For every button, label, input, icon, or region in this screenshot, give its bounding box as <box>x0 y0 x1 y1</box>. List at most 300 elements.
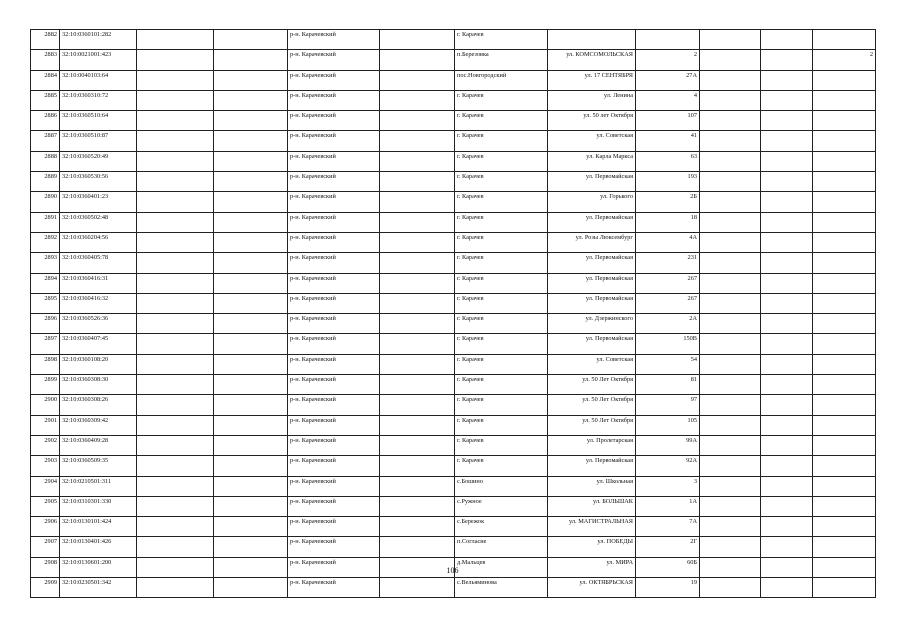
street-cell: ул. 50 Лет Октября <box>548 395 636 415</box>
row-number-cell: 2893 <box>31 253 60 273</box>
empty-col-3-cell <box>137 435 214 455</box>
table-row <box>31 212 876 232</box>
cadastral-number-cell: 32:10:0360530:56 <box>60 172 137 192</box>
table-row <box>31 395 876 415</box>
cadastral-number-cell: 32:10:0360108:20 <box>60 354 137 374</box>
empty-col-4-cell <box>214 232 288 252</box>
settlement-cell: г. Карачев <box>455 192 548 212</box>
empty-col-3-cell <box>137 192 214 212</box>
settlement-cell: г. Карачев <box>455 334 548 354</box>
table-row <box>31 578 876 598</box>
empty-col-4-cell <box>214 435 288 455</box>
empty-col-10-cell <box>700 476 761 496</box>
empty-col-11-cell <box>761 314 813 334</box>
extra-value-cell <box>813 375 876 395</box>
row-number-cell: 2887 <box>31 131 60 151</box>
empty-col-4-cell <box>214 395 288 415</box>
extra-value-cell <box>813 131 876 151</box>
cadastral-number-cell: 32:10:0360310:72 <box>60 90 137 110</box>
empty-col-6-cell <box>380 232 455 252</box>
street-cell: ул. 50 Лет Октября <box>548 375 636 395</box>
house-number-cell: 267 <box>636 273 700 293</box>
empty-col-4-cell <box>214 456 288 476</box>
district-cell: р-н. Карачевский <box>288 151 380 171</box>
district-cell: р-н. Карачевский <box>288 395 380 415</box>
district-cell: р-н. Карачевский <box>288 90 380 110</box>
empty-col-3-cell <box>137 232 214 252</box>
empty-col-3-cell <box>137 415 214 435</box>
empty-col-6-cell <box>380 111 455 131</box>
empty-col-10-cell <box>700 395 761 415</box>
street-cell: ул. Первомайская <box>548 172 636 192</box>
table-row <box>31 314 876 334</box>
district-cell: р-н. Карачевский <box>288 415 380 435</box>
street-cell: ул. Карла Маркса <box>548 151 636 171</box>
row-number-cell: 2889 <box>31 172 60 192</box>
extra-value-cell <box>813 293 876 313</box>
empty-col-6-cell <box>380 435 455 455</box>
cadastral-number-cell: 32:10:0360509:35 <box>60 456 137 476</box>
district-cell: р-н. Карачевский <box>288 293 380 313</box>
district-cell: р-н. Карачевский <box>288 517 380 537</box>
empty-col-4-cell <box>214 50 288 70</box>
empty-col-10-cell <box>700 212 761 232</box>
table-row <box>31 192 876 212</box>
extra-value-cell <box>813 172 876 192</box>
empty-col-3-cell <box>137 578 214 598</box>
empty-col-10-cell <box>700 70 761 90</box>
empty-col-11-cell <box>761 50 813 70</box>
cadastral-number-cell: 32:10:0130601:200 <box>60 557 137 577</box>
empty-col-6-cell <box>380 415 455 435</box>
settlement-cell: г. Карачев <box>455 354 548 374</box>
table-row <box>31 537 876 557</box>
empty-col-10-cell <box>700 192 761 212</box>
empty-col-6-cell <box>380 354 455 374</box>
street-cell: ул. Розы Люксембург <box>548 232 636 252</box>
house-number-cell: 231 <box>636 253 700 273</box>
extra-value-cell <box>813 90 876 110</box>
table-row <box>31 517 876 537</box>
empty-col-10-cell <box>700 496 761 516</box>
empty-col-10-cell <box>700 253 761 273</box>
street-cell: ул. Советская <box>548 131 636 151</box>
extra-value-cell: 2 <box>813 50 876 70</box>
house-number-cell: 2 <box>636 50 700 70</box>
empty-col-11-cell <box>761 415 813 435</box>
settlement-cell: д.Мальцев <box>455 557 548 577</box>
street-cell: ул. МАГИСТРАЛЬНАЯ <box>548 517 636 537</box>
house-number-cell: 193 <box>636 172 700 192</box>
extra-value-cell <box>813 151 876 171</box>
table-row <box>31 253 876 273</box>
cadastral-number-cell: 32:10:0130401:426 <box>60 537 137 557</box>
settlement-cell: г. Карачев <box>455 273 548 293</box>
extra-value-cell <box>813 30 876 50</box>
empty-col-4-cell <box>214 192 288 212</box>
district-cell: р-н. Карачевский <box>288 192 380 212</box>
cadastral-number-cell: 32:10:0360409:28 <box>60 435 137 455</box>
extra-value-cell <box>813 537 876 557</box>
row-number-cell: 2898 <box>31 354 60 374</box>
row-number-cell: 2888 <box>31 151 60 171</box>
settlement-cell: с.Бережок <box>455 517 548 537</box>
house-number-cell: 99А <box>636 435 700 455</box>
empty-col-4-cell <box>214 415 288 435</box>
settlement-cell: п.Согласие <box>455 537 548 557</box>
empty-col-4-cell <box>214 476 288 496</box>
settlement-cell: г. Карачев <box>455 415 548 435</box>
empty-col-6-cell <box>380 131 455 151</box>
empty-col-3-cell <box>137 151 214 171</box>
row-number-cell: 2901 <box>31 415 60 435</box>
empty-col-6-cell <box>380 456 455 476</box>
empty-col-6-cell <box>380 496 455 516</box>
empty-col-11-cell <box>761 354 813 374</box>
cadastral-number-cell: 32:10:0040103:64 <box>60 70 137 90</box>
empty-col-3-cell <box>137 131 214 151</box>
house-number-cell: 4А <box>636 232 700 252</box>
empty-col-11-cell <box>761 334 813 354</box>
row-number-cell: 2903 <box>31 456 60 476</box>
street-cell: ул. БОЛЬШАК <box>548 496 636 516</box>
extra-value-cell <box>813 334 876 354</box>
street-cell: ул. МИРА <box>548 557 636 577</box>
empty-col-6-cell <box>380 273 455 293</box>
empty-col-10-cell <box>700 334 761 354</box>
district-cell: р-н. Карачевский <box>288 50 380 70</box>
cadastral-number-cell: 32:10:0360204:56 <box>60 232 137 252</box>
cadastral-number-cell: 32:10:0360520:49 <box>60 151 137 171</box>
settlement-cell: г. Карачев <box>455 30 548 50</box>
settlement-cell: г. Карачев <box>455 435 548 455</box>
empty-col-4-cell <box>214 334 288 354</box>
empty-col-10-cell <box>700 111 761 131</box>
extra-value-cell <box>813 111 876 131</box>
street-cell: ул. Первомайская <box>548 456 636 476</box>
empty-col-4-cell <box>214 517 288 537</box>
empty-col-3-cell <box>137 517 214 537</box>
empty-col-10-cell <box>700 131 761 151</box>
street-cell: ул. ПОБЕДЫ <box>548 537 636 557</box>
table-row <box>31 30 876 50</box>
empty-col-4-cell <box>214 151 288 171</box>
street-cell: ул. Пролетарская <box>548 435 636 455</box>
empty-col-11-cell <box>761 537 813 557</box>
cadastral-number-cell: 32:10:0230501:342 <box>60 578 137 598</box>
settlement-cell: г. Карачев <box>455 111 548 131</box>
house-number-cell: 2Б <box>636 192 700 212</box>
empty-col-3-cell <box>137 70 214 90</box>
empty-col-3-cell <box>137 476 214 496</box>
extra-value-cell <box>813 253 876 273</box>
extra-value-cell <box>813 415 876 435</box>
table-row <box>31 476 876 496</box>
district-cell: р-н. Карачевский <box>288 111 380 131</box>
extra-value-cell <box>813 395 876 415</box>
settlement-cell: г. Карачев <box>455 456 548 476</box>
cadastral-number-cell: 32:10:0360510:64 <box>60 111 137 131</box>
house-number-cell: 2А <box>636 314 700 334</box>
cadastral-number-cell: 32:10:0360526:36 <box>60 314 137 334</box>
settlement-cell: г. Карачев <box>455 253 548 273</box>
house-number-cell: 4 <box>636 90 700 110</box>
empty-col-11-cell <box>761 151 813 171</box>
empty-col-11-cell <box>761 90 813 110</box>
street-cell: ул. 50 лет Октября <box>548 111 636 131</box>
house-number-cell: 19 <box>636 578 700 598</box>
house-number-cell: 27А <box>636 70 700 90</box>
empty-col-4-cell <box>214 212 288 232</box>
settlement-cell: пос.Новгородский <box>455 70 548 90</box>
extra-value-cell <box>813 456 876 476</box>
table-row <box>31 456 876 476</box>
street-cell: ул. Дзержинского <box>548 314 636 334</box>
cadastral-number-cell: 32:10:0021001:423 <box>60 50 137 70</box>
row-number-cell: 2909 <box>31 578 60 598</box>
table-row <box>31 334 876 354</box>
row-number-cell: 2902 <box>31 435 60 455</box>
house-number-cell: 3 <box>636 476 700 496</box>
settlement-cell: г. Карачев <box>455 151 548 171</box>
empty-col-6-cell <box>380 253 455 273</box>
settlement-cell: г. Карачев <box>455 293 548 313</box>
empty-col-10-cell <box>700 517 761 537</box>
cadastral-number-cell: 32:10:0360308:26 <box>60 395 137 415</box>
street-cell: ул. Первомайская <box>548 212 636 232</box>
settlement-cell: г. Карачев <box>455 90 548 110</box>
extra-value-cell <box>813 212 876 232</box>
empty-col-6-cell <box>380 334 455 354</box>
row-number-cell: 2884 <box>31 70 60 90</box>
settlement-cell: г. Карачев <box>455 232 548 252</box>
house-number-cell: 92А <box>636 456 700 476</box>
settlement-cell: г. Карачев <box>455 314 548 334</box>
empty-col-6-cell <box>380 192 455 212</box>
empty-col-3-cell <box>137 293 214 313</box>
empty-col-6-cell <box>380 375 455 395</box>
empty-col-10-cell <box>700 578 761 598</box>
row-number-cell: 2885 <box>31 90 60 110</box>
empty-col-6-cell <box>380 476 455 496</box>
cadastral-number-cell: 32:10:0360405:78 <box>60 253 137 273</box>
settlement-cell: г. Карачев <box>455 131 548 151</box>
empty-col-6-cell <box>380 537 455 557</box>
district-cell: р-н. Карачевский <box>288 70 380 90</box>
house-number-cell: 150В <box>636 334 700 354</box>
district-cell: р-н. Карачевский <box>288 273 380 293</box>
cadastral-number-cell: 32:10:0360309:42 <box>60 415 137 435</box>
table-row <box>31 415 876 435</box>
district-cell: р-н. Карачевский <box>288 314 380 334</box>
empty-col-3-cell <box>137 375 214 395</box>
table-row <box>31 111 876 131</box>
empty-col-10-cell <box>700 354 761 374</box>
district-cell: р-н. Карачевский <box>288 354 380 374</box>
district-cell: р-н. Карачевский <box>288 30 380 50</box>
empty-col-6-cell <box>380 70 455 90</box>
row-number-cell: 2892 <box>31 232 60 252</box>
empty-col-6-cell <box>380 578 455 598</box>
district-cell: р-н. Карачевский <box>288 131 380 151</box>
empty-col-6-cell <box>380 172 455 192</box>
empty-col-3-cell <box>137 90 214 110</box>
settlement-cell: г. Карачев <box>455 395 548 415</box>
empty-col-3-cell <box>137 537 214 557</box>
empty-col-10-cell <box>700 537 761 557</box>
settlement-cell: с.Вельяминова <box>455 578 548 598</box>
house-number-cell: 105 <box>636 415 700 435</box>
row-number-cell: 2908 <box>31 557 60 577</box>
empty-col-4-cell <box>214 172 288 192</box>
empty-col-10-cell <box>700 456 761 476</box>
row-number-cell: 2883 <box>31 50 60 70</box>
district-cell: р-н. Карачевский <box>288 476 380 496</box>
empty-col-10-cell <box>700 50 761 70</box>
district-cell: р-н. Карачевский <box>288 537 380 557</box>
empty-col-3-cell <box>137 496 214 516</box>
empty-col-6-cell <box>380 517 455 537</box>
empty-col-11-cell <box>761 578 813 598</box>
empty-col-11-cell <box>761 293 813 313</box>
empty-col-11-cell <box>761 253 813 273</box>
empty-col-10-cell <box>700 314 761 334</box>
row-number-cell: 2907 <box>31 537 60 557</box>
cadastral-number-cell: 32:10:0210501:311 <box>60 476 137 496</box>
cadastral-number-cell: 32:10:0360101:282 <box>60 30 137 50</box>
empty-col-11-cell <box>761 111 813 131</box>
empty-col-4-cell <box>214 131 288 151</box>
table-body <box>31 30 876 598</box>
extra-value-cell <box>813 476 876 496</box>
table-row <box>31 232 876 252</box>
empty-col-10-cell <box>700 415 761 435</box>
empty-col-11-cell <box>761 476 813 496</box>
empty-col-11-cell <box>761 375 813 395</box>
empty-col-6-cell <box>380 314 455 334</box>
empty-col-11-cell <box>761 456 813 476</box>
table-row <box>31 131 876 151</box>
empty-col-4-cell <box>214 111 288 131</box>
settlement-cell: с.Ружное <box>455 496 548 516</box>
house-number-cell: 267 <box>636 293 700 313</box>
empty-col-11-cell <box>761 273 813 293</box>
street-cell <box>548 30 636 50</box>
house-number-cell: 97 <box>636 395 700 415</box>
empty-col-6-cell <box>380 90 455 110</box>
street-cell: ул. Ленина <box>548 90 636 110</box>
table-row <box>31 70 876 90</box>
district-cell: р-н. Карачевский <box>288 557 380 577</box>
cadastral-number-cell: 32:10:0360416:31 <box>60 273 137 293</box>
empty-col-6-cell <box>380 212 455 232</box>
street-cell: ул. Первомайская <box>548 273 636 293</box>
cadastral-number-cell: 32:10:0360416:32 <box>60 293 137 313</box>
table-row <box>31 273 876 293</box>
empty-col-4-cell <box>214 30 288 50</box>
extra-value-cell <box>813 517 876 537</box>
empty-col-4-cell <box>214 314 288 334</box>
house-number-cell: 81 <box>636 375 700 395</box>
empty-col-10-cell <box>700 30 761 50</box>
empty-col-4-cell <box>214 354 288 374</box>
settlement-cell: г. Карачев <box>455 212 548 232</box>
empty-col-11-cell <box>761 395 813 415</box>
cadastral-number-cell: 32:10:0310301:330 <box>60 496 137 516</box>
district-cell: р-н. Карачевский <box>288 212 380 232</box>
page-number: 106 <box>446 566 459 575</box>
street-cell: ул. Школьная <box>548 476 636 496</box>
house-number-cell: 2Г <box>636 537 700 557</box>
row-number-cell: 2904 <box>31 476 60 496</box>
table-row <box>31 151 876 171</box>
street-cell: ул. Горького <box>548 192 636 212</box>
street-cell: ул. 50 Лет Октября <box>548 415 636 435</box>
table-row <box>31 496 876 516</box>
row-number-cell: 2895 <box>31 293 60 313</box>
house-number-cell <box>636 30 700 50</box>
empty-col-10-cell <box>700 293 761 313</box>
extra-value-cell <box>813 314 876 334</box>
table-row <box>31 293 876 313</box>
empty-col-10-cell <box>700 90 761 110</box>
street-cell: ул. Первомайская <box>548 253 636 273</box>
cadastral-number-cell: 32:10:0130101:424 <box>60 517 137 537</box>
empty-col-6-cell <box>380 293 455 313</box>
settlement-cell: п.Березовка <box>455 50 548 70</box>
empty-col-3-cell <box>137 314 214 334</box>
street-cell: ул. ОКТЯБРЬСКАЯ <box>548 578 636 598</box>
district-cell: р-н. Карачевский <box>288 496 380 516</box>
extra-value-cell <box>813 435 876 455</box>
table-row <box>31 172 876 192</box>
district-cell: р-н. Карачевский <box>288 456 380 476</box>
extra-value-cell <box>813 232 876 252</box>
settlement-cell: с.Бошино <box>455 476 548 496</box>
empty-col-11-cell <box>761 131 813 151</box>
empty-col-4-cell <box>214 70 288 90</box>
empty-col-11-cell <box>761 212 813 232</box>
empty-col-6-cell <box>380 30 455 50</box>
row-number-cell: 2900 <box>31 395 60 415</box>
empty-col-11-cell <box>761 172 813 192</box>
empty-col-11-cell <box>761 30 813 50</box>
street-cell: ул. 17 СЕНТЯБРЯ <box>548 70 636 90</box>
empty-col-3-cell <box>137 395 214 415</box>
house-number-cell: 63 <box>636 151 700 171</box>
row-number-cell: 2905 <box>31 496 60 516</box>
empty-col-3-cell <box>137 354 214 374</box>
empty-col-10-cell <box>700 172 761 192</box>
empty-col-6-cell <box>380 151 455 171</box>
district-cell: р-н. Карачевский <box>288 435 380 455</box>
street-cell: ул. КОМСОМОЛЬСКАЯ <box>548 50 636 70</box>
empty-col-10-cell <box>700 435 761 455</box>
house-number-cell: 60Б <box>636 557 700 577</box>
table-row <box>31 354 876 374</box>
empty-col-11-cell <box>761 232 813 252</box>
extra-value-cell <box>813 70 876 90</box>
empty-col-3-cell <box>137 253 214 273</box>
empty-col-6-cell <box>380 395 455 415</box>
row-number-cell: 2882 <box>31 30 60 50</box>
table-row <box>31 375 876 395</box>
empty-col-4-cell <box>214 496 288 516</box>
empty-col-4-cell <box>214 293 288 313</box>
extra-value-cell <box>813 192 876 212</box>
district-cell: р-н. Карачевский <box>288 232 380 252</box>
cadastral-number-cell: 32:10:0360308:30 <box>60 375 137 395</box>
